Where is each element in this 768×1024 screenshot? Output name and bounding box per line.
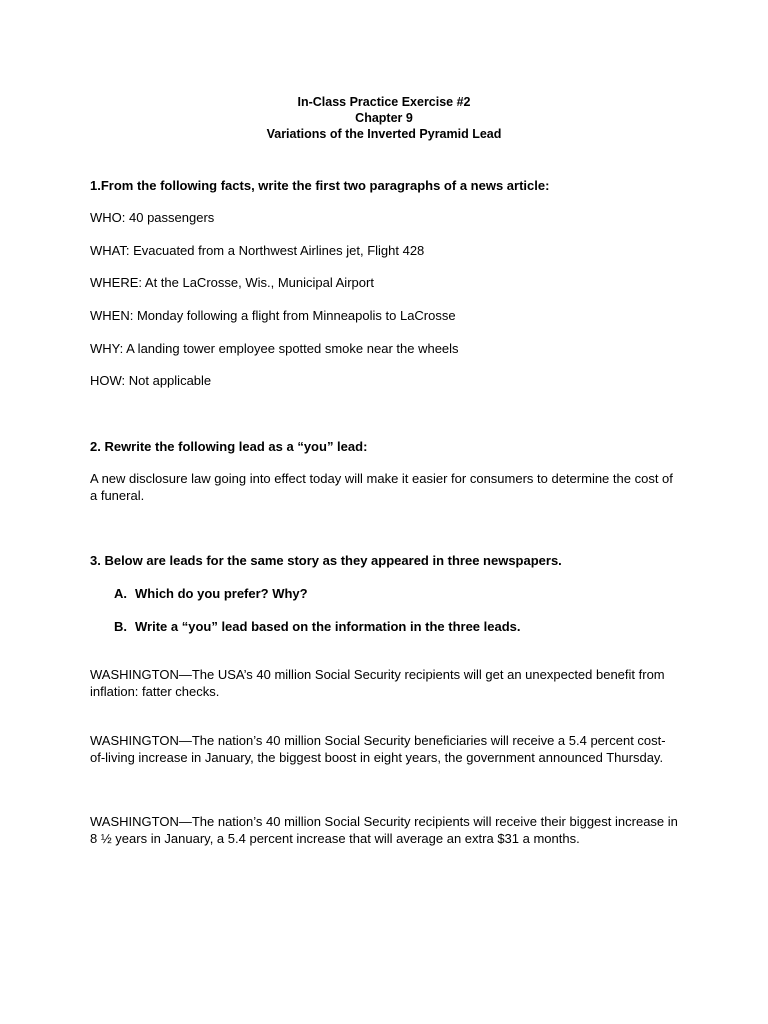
question-2-prompt: 2. Rewrite the following lead as a “you” lead: — [90, 439, 368, 454]
newspaper-lead-1: WASHINGTON—The USA’s 40 million Social Security recipients will get an unexpected benefit from inflation: fatter checks. — [90, 667, 665, 699]
fact-why: WHY: A landing tower employee spotted smoke near the wheels — [90, 341, 459, 356]
question-3-prompt: 3. Below are leads for the same story as they appeared in three newspapers. — [90, 553, 562, 568]
chapter-label: Chapter 9 — [355, 111, 413, 125]
sub-item-text: Write a “you” lead based on the information in the three leads. — [135, 619, 521, 634]
sub-item-a — [114, 586, 674, 602]
fact-where: WHERE: At the LaCrosse, Wis., Municipal Airport — [90, 275, 374, 290]
fact-how: HOW: Not applicable — [90, 373, 212, 388]
sub-item-marker: B. — [114, 619, 127, 634]
sub-item-b — [114, 619, 674, 635]
sub-item-marker: A. — [114, 586, 127, 601]
sub-item-text: Which do you prefer? Why? — [135, 586, 308, 601]
question-1-prompt: 1.From the following facts, write the first two paragraphs of a news article: — [90, 178, 550, 193]
fact-what: WHAT: Evacuated from a Northwest Airlines jet, Flight 428 — [90, 243, 425, 258]
fact-who: WHO: 40 passengers — [90, 210, 215, 225]
question-2-lead: A new disclosure law going into effect today will make it easier for consumers to determine the cost of a funeral. — [90, 471, 673, 503]
exercise-title: In-Class Practice Exercise #2 — [297, 95, 471, 109]
fact-when: WHEN: Monday following a flight from Minneapolis to LaCrosse — [90, 308, 456, 323]
newspaper-lead-2: WASHINGTON—The nation’s 40 million Social Security beneficiaries will receive a 5.4 percent cost-of-living increase in January, the biggest boost in eight years, the government announced Thursday. — [90, 733, 666, 765]
exercise-subtitle: Variations of the Inverted Pyramid Lead — [266, 127, 502, 141]
newspaper-lead-3: WASHINGTON—The nation’s 40 million Social Security recipients will receive their biggest increase in 8 ½ years in January, a 5.4 percent increase that will average an extra $31 a months. — [90, 814, 678, 846]
